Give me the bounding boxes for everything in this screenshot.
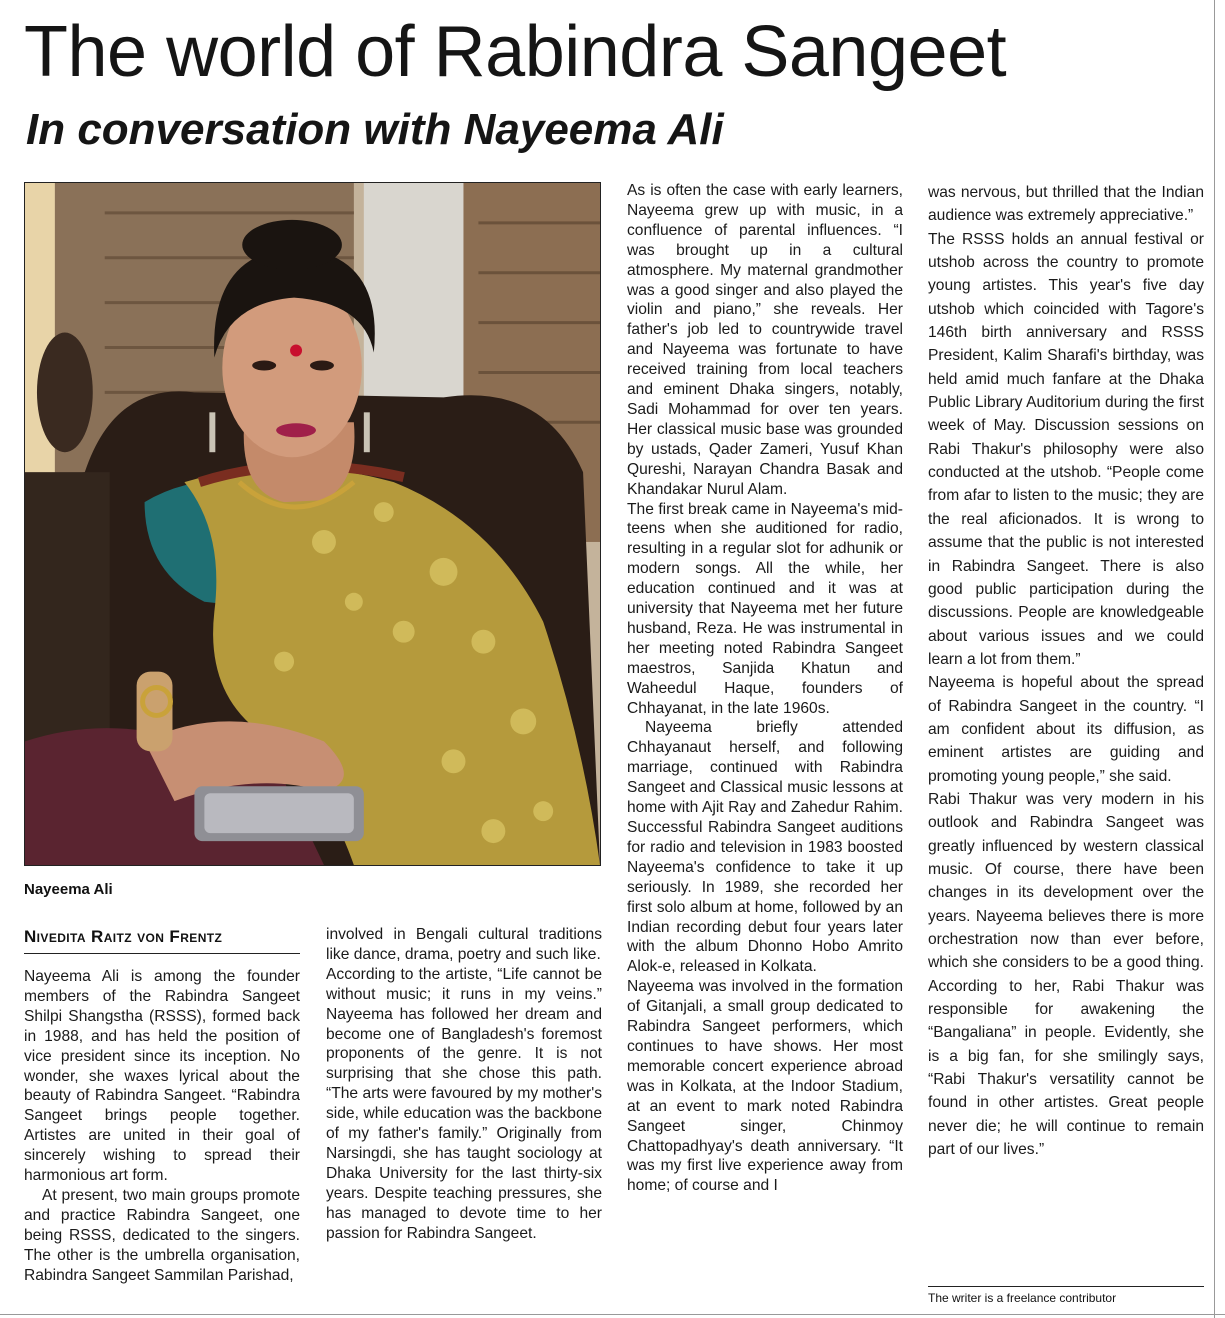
paragraph: involved in Bengali cultural traditions like dance, drama, poetry and such like.	[326, 926, 602, 963]
portrait-photo	[24, 182, 601, 866]
paragraph: was nervous, but thrilled that the Indian audience was extremely appreciative.”	[928, 184, 1204, 225]
paragraph: Nayeema Ali is among the founder members of the Rabindra Sangeet Shilpi Shangstha (RSSS), formed back in 1988, and has held the position of vice president since its inception. No wonder, she waxes lyrical about the beauty of Rabindra Sangeet. “Rabindra Sangeet brings people together. Artistes are united in their goal of sincerely wishing to spread their harmonious art form.	[24, 968, 300, 1185]
paragraph: Nayeema briefly attended Chhayanaut herself, and following marriage, continued with Rabindra Sangeet and Classical music lessons at home with Ajit Ray and Zahedur Rahim. Successful Rabindra Sangeet auditions for radio and television in 1983 boosted Nayeema's confidence to take it up seriously. In 1989, she recorded her first solo album at home, followed by an Indian recording debut four years later with the album Dhonno Hobo Amrito Alok-e, released in Kolkata.	[627, 719, 903, 976]
photo-caption: Nayeema Ali	[24, 881, 113, 898]
page-edge-rule	[1214, 0, 1215, 1318]
paragraph: At present, two main groups promote and practice Rabindra Sangeet, one being RSSS, dedicated to the singers. The other is the umbrella organisation, Rabindra Sangeet Sammilan Parishad,	[24, 1186, 300, 1284]
paragraph: Rabi Thakur was very modern in his outlook and Rabindra Sangeet was greatly influenced by western classical music. Of course, there have been changes in its development over the years. Nayeema believes there is more orchestration now than ever before, which she considers to be a good thing. According to her, Rabi Thakur was responsible for awakening the “Bangaliana” in people. Evidently, she is a big fan, for she smilingly says, “Rabi Thakur's versatility cannot be found in other artistes. Great people never die; he will continue to remain part of our lives.”	[928, 790, 1204, 1159]
paragraph: The first break came in Nayeema's mid-teens when she auditioned for radio, resulting in a regular slot for adhunik or modern songs. All the while, her education continued and it was at university that Nayeema met her future husband, Reza. He was instrumental in her meeting noted Rabindra Sangeet maestros, Sanjida Khatun and Waheedul Haque, founders of Chhayanat, in the late 1960s.	[627, 500, 903, 717]
byline	[24, 927, 300, 954]
column-1	[24, 967, 300, 1312]
paragraph: Nayeema is hopeful about the spread of Rabindra Sangeet in the country. “I am confident about its diffusion, as eminent artistes are guiding and promoting young people,” she said.	[928, 674, 1204, 785]
paragraph: As is often the case with early learners, Nayeema grew up with music, in a confluence of parental influences. “I was brought up in a cultural atmosphere. My maternal grandmother was a good singer and also played the violin and piano,” she reveals. Her father's job led to countrywide travel and Nayeema was fortunate to have received training from local teachers and eminent Dhaka singers, notably, Sadi Mohammad for over ten years. Her classical music base was grounded by ustads, Qader Zameri, Yusuf Khan Qureshi, Narayan Chandra Basak and Khandakar Nurul Alam.	[627, 182, 903, 498]
column-4	[928, 181, 1204, 1289]
paragraph: Nayeema was involved in the formation of Gitanjali, a small group dedicated to Rabindra Sangeet performers, which continues to have shows. Her most memorable concert experience abroad was in Kolkata, at the Indoor Stadium, at an event to mark noted Rabindra Sangeet singer, Chinmoy Chattopadhyay's death anniversary. “It was my first live experience away from home; of course and I	[627, 978, 903, 1195]
paragraph: According to the artiste, “Life cannot be without music; it runs in my veins.” Nayeema has followed her dream and become one of Bangladesh's foremost proponents of the genre. It is not surprising that she chose this path. “The arts were favoured by my mother's side, while education was the backbone of my father's family.” Originally from Narsingdi, she has taught sociology at Dhaka University for the last thirty-six years. Despite teaching pressures, she has managed to devote time to her passion for Rabindra Sangeet.	[326, 965, 602, 1242]
page-bottom-rule	[0, 1314, 1225, 1315]
column-3	[627, 181, 903, 1313]
headline: The world of Rabindra Sangeet	[24, 12, 1007, 92]
column-2	[326, 925, 602, 1313]
author-name: Nivedita Raitz von Frentz	[24, 927, 223, 946]
writer-note: The writer is a freelance contributor	[928, 1286, 1204, 1305]
subheadline: In conversation with Nayeema Ali	[26, 105, 724, 154]
portrait-illustration	[25, 183, 600, 865]
paragraph: The RSSS holds an annual festival or utshob across the country to promote young artistes. This year's five day utshob which coincided with Tagore's 146th birth anniversary and RSSS President, Kalim Sharafi's birthday, was held amid much fanfare at the Dhaka Public Library Auditorium during the first week of May. Discussion sessions on Rabi Thakur's philosophy were also conducted at the utshob. “People come from afar to listen to the music; they are the real aficionados. It is wrong to assume that the public is not interested in Rabindra Sangeet. There is also good public participation during the discussions. People are knowledgeable about various issues and we could learn a lot from them.”	[928, 230, 1204, 668]
